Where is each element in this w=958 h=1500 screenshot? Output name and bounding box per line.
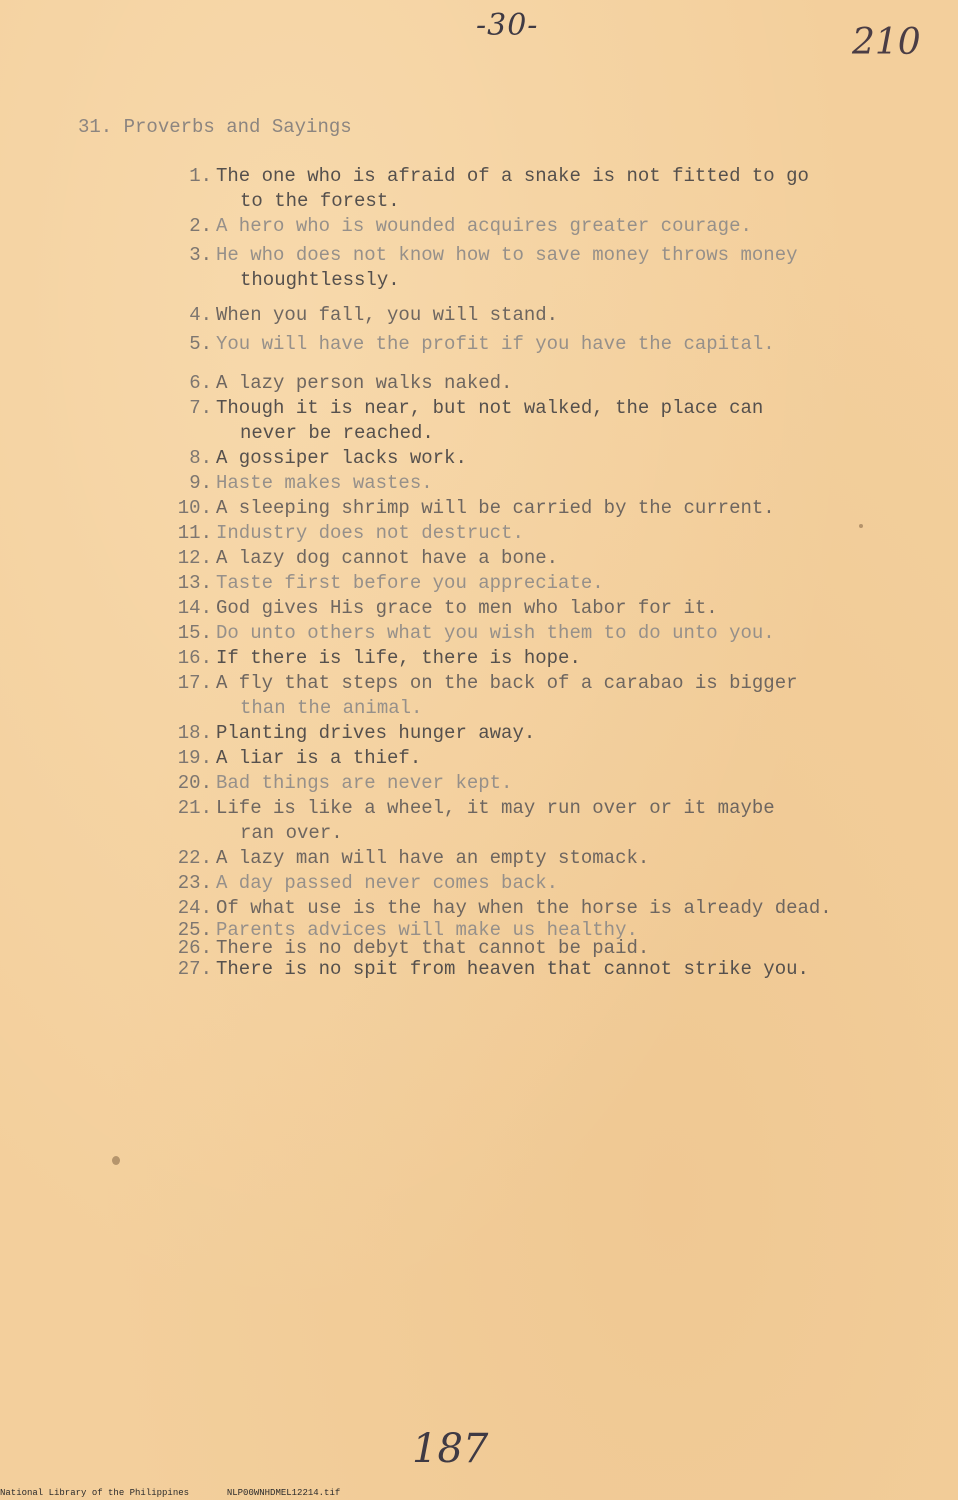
- scan-filename: NLP00WNHDMEL12214.tif: [226, 1488, 341, 1498]
- list-item: 15. Do unto others what you wish them to do unto you.: [177, 622, 775, 644]
- list-item: 18. Planting drives hunger away.: [177, 722, 536, 744]
- scan-footer: [0, 1488, 340, 1498]
- list-item: 20. Bad things are never kept.: [177, 772, 513, 794]
- list-item: 19. A liar is a thief.: [177, 747, 422, 769]
- ink-spot: [859, 524, 863, 528]
- list-item: 24. Of what use is the hay when the horse is already dead.: [177, 897, 832, 919]
- list-item: 26. There is no debyt that cannot be paid.: [177, 937, 650, 959]
- list-item: 23. A day passed never comes back.: [177, 872, 559, 894]
- list-item: 12. A lazy dog cannot have a bone.: [177, 547, 559, 569]
- list-item: 14. God gives His grace to men who labor for it.: [177, 597, 718, 619]
- handwritten-folio-number: 210: [852, 22, 921, 63]
- list-item: 11. Industry does not destruct.: [177, 522, 524, 544]
- list-item: 2. A hero who is wounded acquires greater courage.: [189, 215, 752, 237]
- list-item: 21. Life is like a wheel, it may run over or it maybe ran over.: [177, 797, 775, 844]
- list-item: 8. A gossiper lacks work.: [189, 447, 467, 469]
- list-item: 27. There is no spit from heaven that cannot strike you.: [177, 958, 809, 980]
- proverb-list: [160, 164, 900, 982]
- page-number: -30-: [476, 8, 539, 43]
- list-item: 10. A sleeping shrimp will be carried by the current.: [177, 497, 775, 519]
- list-item: 5. You will have the profit if you have the capital.: [189, 333, 775, 355]
- handwritten-folio-number: 187: [412, 1426, 489, 1472]
- list-item: 13. Taste first before you appreciate.: [177, 572, 604, 594]
- list-item: 4. When you fall, you will stand.: [189, 304, 559, 326]
- list-item: 9. Haste makes wastes.: [189, 472, 433, 494]
- list-item: 25. Parents advices will make us healthy.: [177, 919, 638, 941]
- ink-spot: [112, 1156, 120, 1165]
- list-item: 1. The one who is afraid of a snake is not fitted to go to the forest.: [189, 165, 809, 212]
- list-item: 3. He who does not know how to save money throws money thoughtlessly.: [189, 244, 798, 291]
- list-item: 22. A lazy man will have an empty stomack.: [177, 847, 650, 869]
- list-item: 16. If there is life, there is hope.: [177, 647, 581, 669]
- list-item: 17. A fly that steps on the back of a carabao is bigger than the animal.: [177, 672, 798, 719]
- list-item: 7. Though it is near, but not walked, the place can never be reached.: [189, 397, 764, 444]
- section-title: 31. Proverbs and Sayings: [78, 116, 352, 138]
- list-item: 6. A lazy person walks naked.: [189, 372, 513, 394]
- library-credit: National Library of the Philippines: [0, 1488, 190, 1498]
